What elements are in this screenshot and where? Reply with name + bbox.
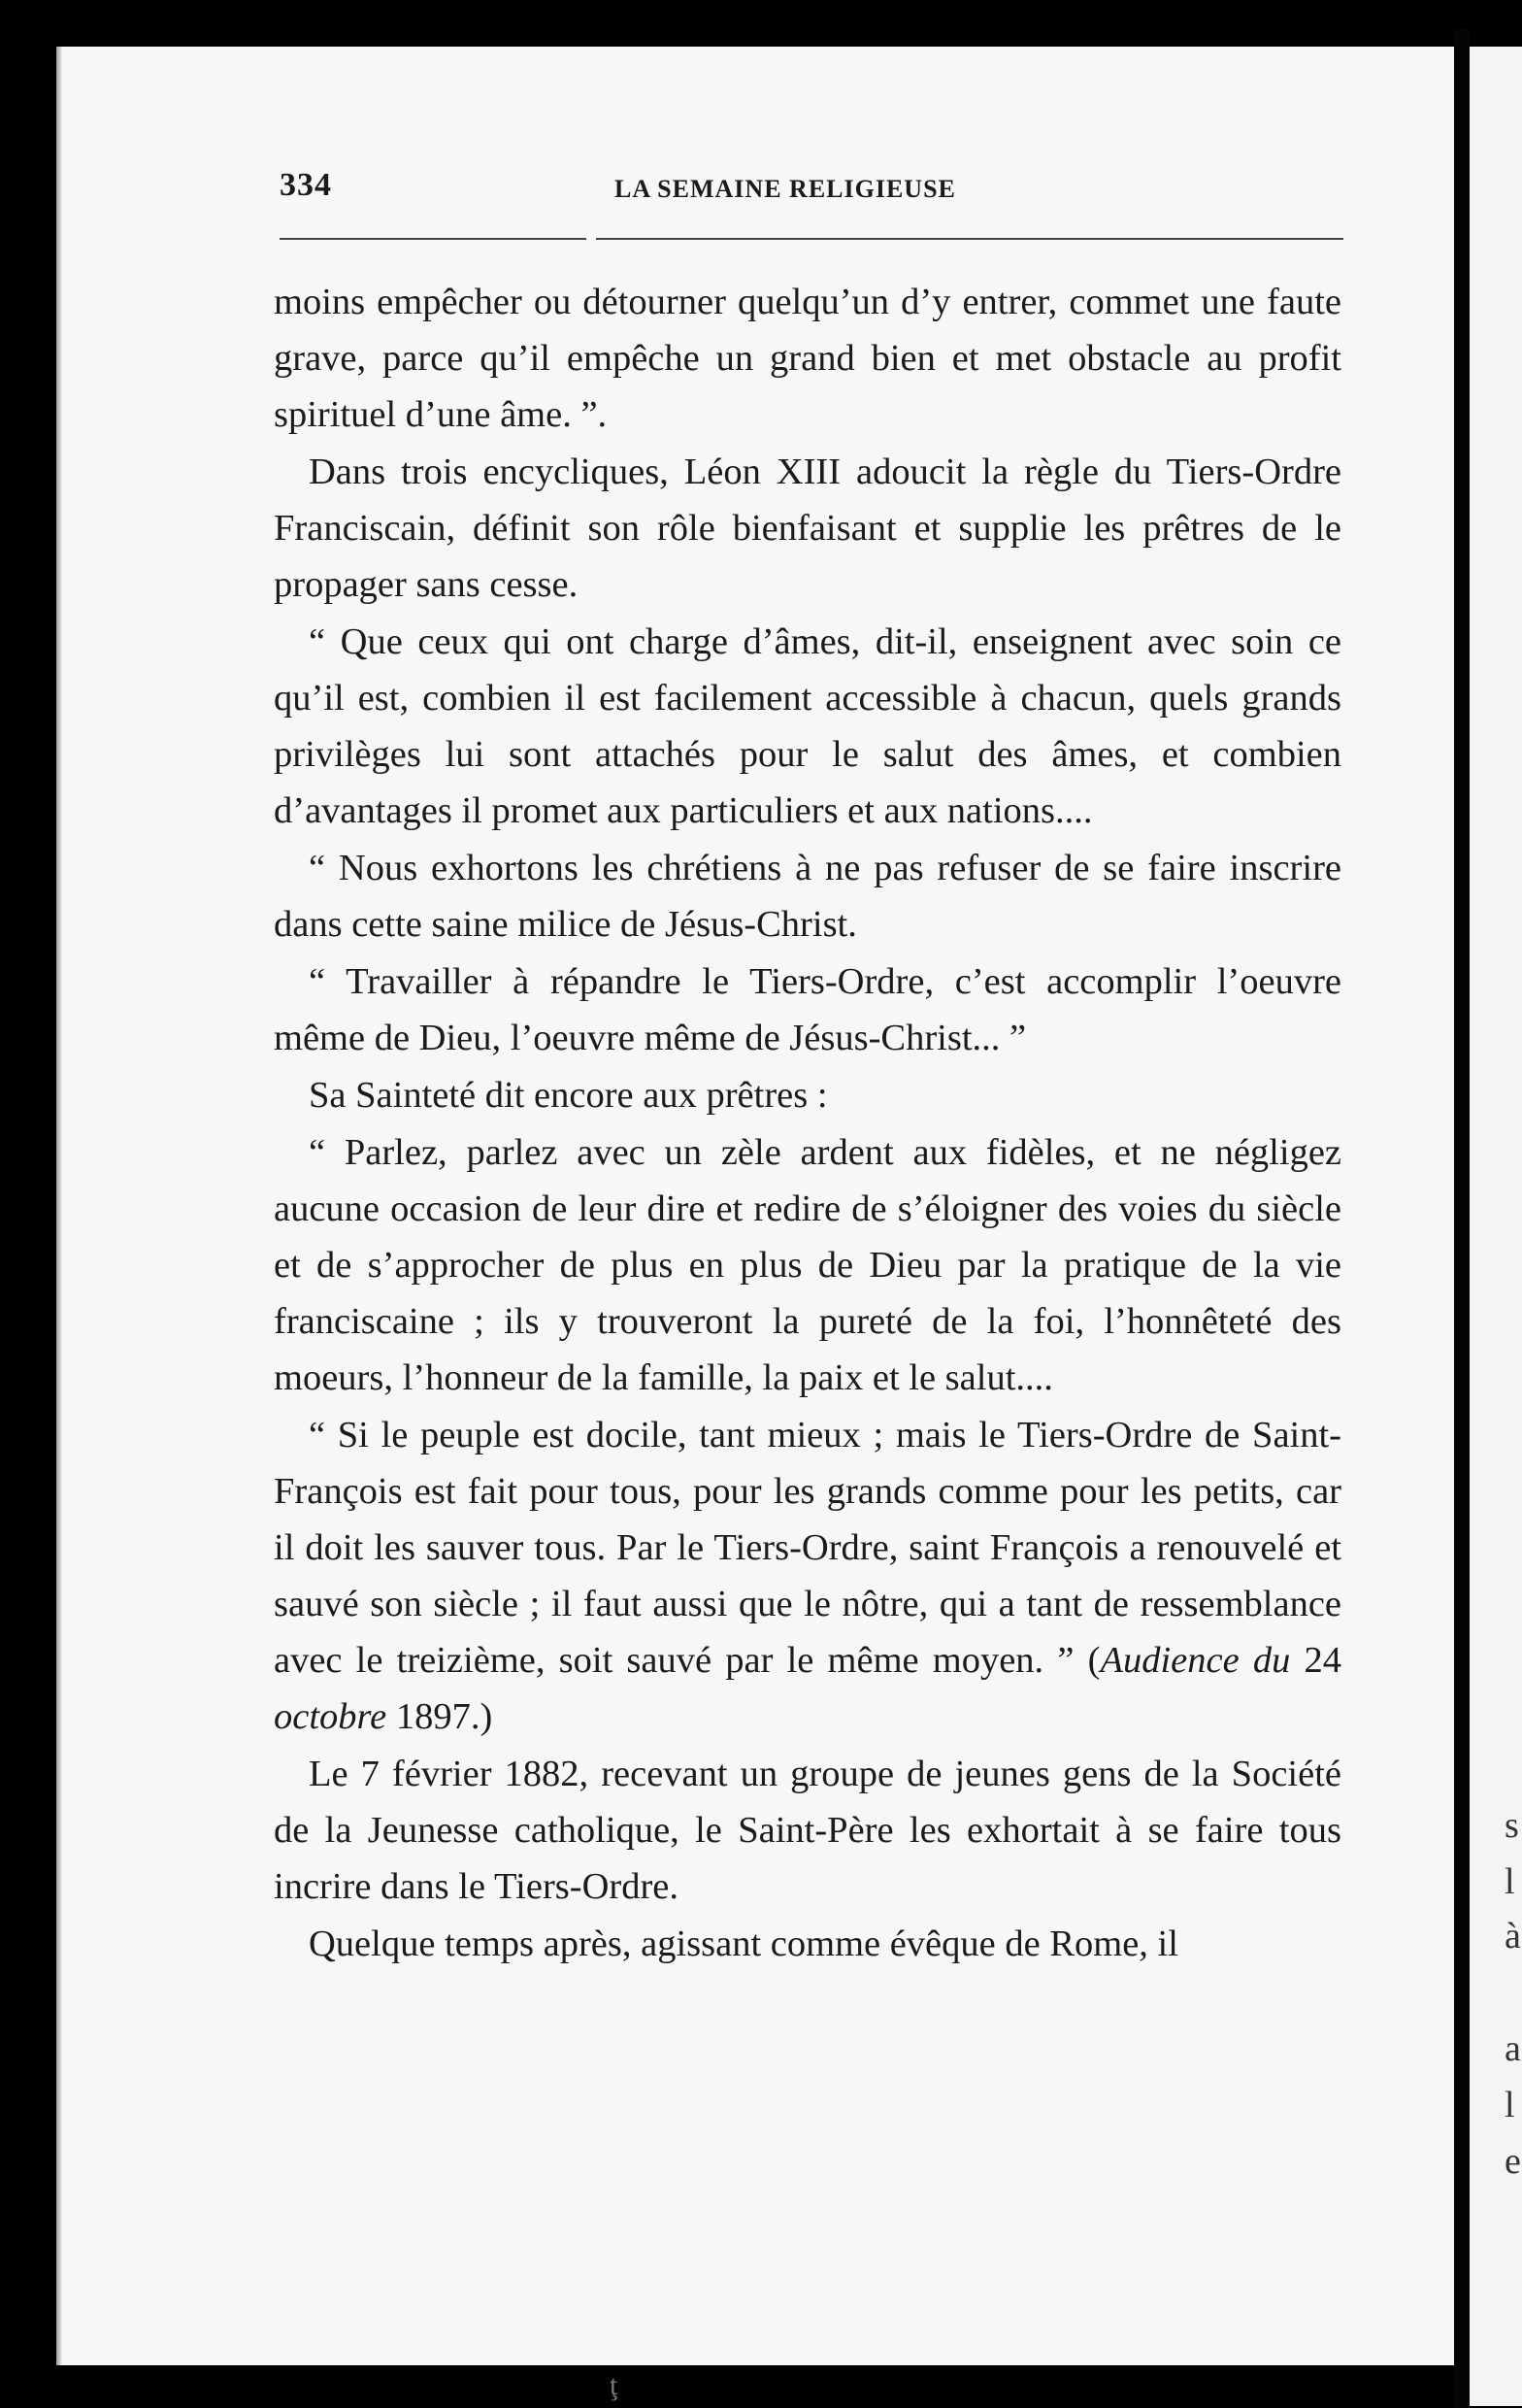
header-rule-left [280,238,586,240]
body-text [274,274,1341,1973]
citation: (Audience du 24 octobre 1897.) [274,1640,1342,1737]
paragraph: Dans trois encycliques, Léon XIII adoucit la règle du Tiers-Ordre Franciscain, définit son rôle bienfaisant et supplie les prêtres de le propager sans cesse. [274,452,1341,605]
paragraph: Le 7 février 1882, recevant un groupe de jeunes gens de la Société de la Jeunesse catholique, le Saint-Père les exhortait à se faire tous incrire dans le Tiers-Ordre. [274,1754,1341,1907]
quote-paragraph-with-citation [274,1407,1341,1745]
facing-page-glyph: l [1505,1861,1515,1902]
facing-page-edge [1470,47,1522,2406]
paragraph: “ Parlez, parlez avec un zèle ardent aux fidèles, et ne négligez aucune occasion de leur dire et redire de s’éloigner des voies du siècle et de s’approcher de plus en plus de Dieu par la pratique de la vie franciscaine ; ils y trouveront la pureté de la foi, l’honnêteté des moeurs, l’honneur de la famille, la paix et le salut.... [274,1132,1341,1398]
paragraph-text: “ Si le peuple est docile, tant mieux ; mais le Tiers-Ordre de Saint-François est fait pour tous, pour les grands comme pour les petits, car il doit les sauver tous. Par le Tiers-Ordre, saint François a renouvelé et sauvé son siècle ; il faut aussi que le nôtre, qui a tant de ressemblance avec le treizième, soit sauvé par le même moyen. ” [274,1415,1341,1681]
scan-artifact: ţ [610,2369,618,2401]
paragraph: Quelque temps après, agissant comme évêque de Rome, il [309,1923,1178,1964]
paragraph: “ Que ceux qui ont charge d’âmes, dit-il, enseignent avec soin ce qu’il est, combien il est facilement accessible à chacun, quels grands privilèges lui sont attachés pour le salut des âmes, et combien d’avantages il promet aux particuliers et aux nations.... [274,621,1341,831]
running-head: LA SEMAINE RELIGIEUSE [614,175,956,203]
page-edge [56,47,62,2365]
page-number: 334 [280,167,332,203]
page-header [280,155,1342,214]
paragraph: Sa Sainteté dit encore aux prêtres : [309,1075,828,1116]
facing-page-glyph: à [1505,1916,1521,1956]
paragraph: moins empêcher ou détourner quelqu’un d’y entrer, commet une faute grave, parce qu’il empêche un grand bien et met obstacle au profit spirituel d’une âme. ”. [274,282,1341,435]
facing-page-glyph: s [1505,1805,1519,1846]
facing-page-glyph: a [1505,2028,1521,2069]
paragraph: “ Travailler à répandre le Tiers-Ordre, c’est accomplir l’oeuvre même de Dieu, l’oeuvre même de Jésus-Christ... ” [274,961,1341,1058]
header-rule-right [596,238,1343,240]
facing-page-glyph: l [1505,2085,1515,2125]
page-gutter [1454,29,1470,2408]
facing-page-glyph: e [1505,2141,1521,2182]
paragraph: “ Nous exhortons les chrétiens à ne pas refuser de se faire inscrire dans cette saine milice de Jésus-Christ. [274,848,1341,945]
